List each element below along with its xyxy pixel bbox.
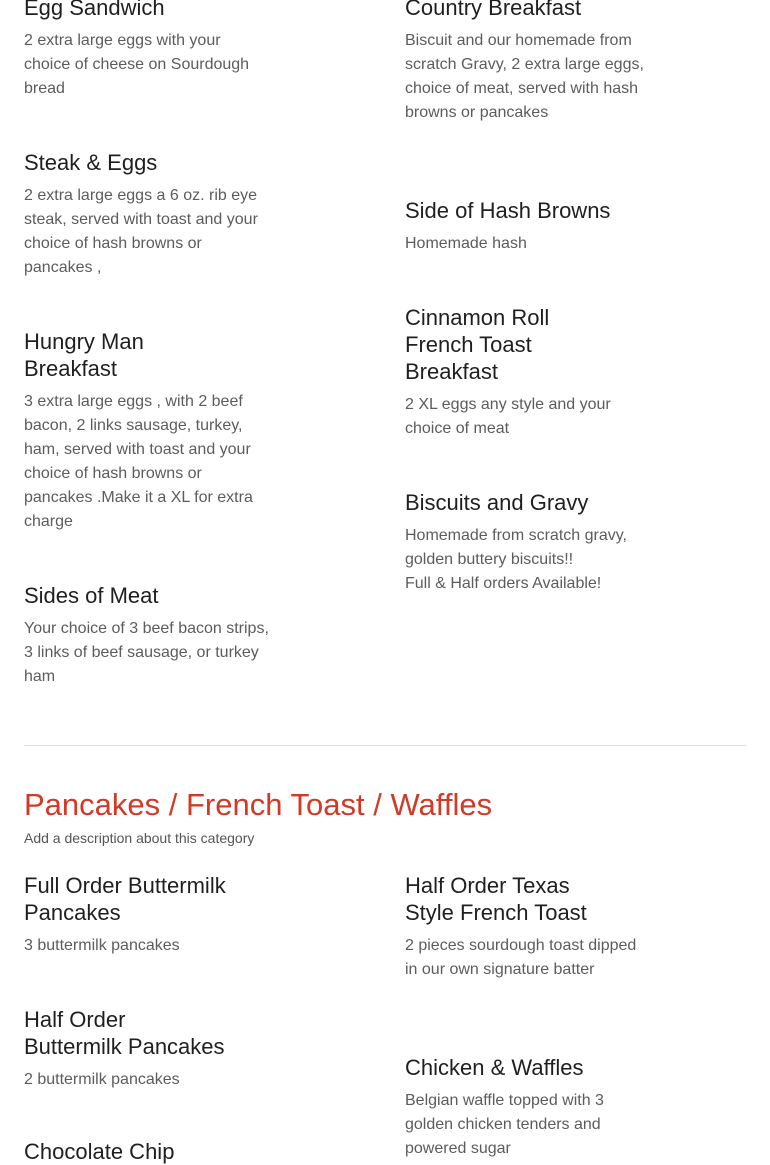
menu-item-description: Your choice of 3 beef bacon strips, 3 links of beef sausage, or turkey ham	[24, 620, 269, 685]
menu-item-name: Side of Hash Browns	[405, 198, 611, 223]
menu-item-hungry-man-breakfast	[24, 328, 269, 534]
menu-item-name: Egg Sandwich	[24, 0, 165, 20]
menu-item-country-breakfast	[405, 0, 650, 125]
menu-item-steak-eggs	[24, 149, 269, 280]
menu-item-half-order-buttermilk-pancakes	[24, 1006, 269, 1092]
category-description: Add a description about this category	[24, 830, 255, 846]
menu-item-name: Biscuits and Gravy	[405, 490, 589, 515]
menu-item-cinnamon-roll-french-toast	[405, 304, 650, 441]
category-title: Pancakes / French Toast / Waffles	[24, 787, 493, 822]
section-divider	[24, 745, 746, 746]
menu-item-side-of-hash-browns	[405, 197, 650, 256]
menu-item-name: Half Order Buttermilk Pancakes	[24, 1007, 225, 1059]
menu-item-egg-sandwich	[24, 0, 269, 101]
menu-item-description: 3 extra large eggs , with 2 beef bacon, 2 links sausage, turkey, ham, served with toast and your choice of hash browns or pancakes .Make it a XL for extra charge	[24, 393, 253, 530]
menu-item-name: Cinnamon Roll French Toast Breakfast	[405, 305, 550, 384]
menu-item-description: 2 extra large eggs with your choice of cheese on Sourdough bread	[24, 32, 250, 97]
menu-item-description: 2 pieces sourdough toast dipped in our own signature batter	[405, 937, 637, 978]
menu-item-description: Homemade hash	[405, 235, 527, 252]
menu-item-description: 2 XL eggs any style and your choice of meat	[405, 396, 611, 437]
menu-item-name: Hungry Man Breakfast	[24, 329, 144, 381]
menu-item-description: Homemade from scratch gravy, golden buttery biscuits!! Full & Half orders Available!	[405, 527, 627, 592]
menu-item-full-order-buttermilk-pancakes	[24, 872, 269, 958]
menu-item-biscuits-and-gravy	[405, 489, 650, 596]
menu-item-name: Steak & Eggs	[24, 150, 158, 175]
menu-item-half-order-texas-french-toast	[405, 872, 650, 982]
menu-item-chicken-and-waffles	[405, 1054, 650, 1161]
menu-item-name: Half Order Texas Style French Toast	[405, 873, 587, 925]
menu-item-description: 3 buttermilk pancakes	[24, 937, 180, 954]
menu-item-description: 2 buttermilk pancakes	[24, 1071, 180, 1088]
menu-item-name: Chocolate Chip	[24, 1139, 175, 1164]
menu-item-name: Full Order Buttermilk Pancakes	[24, 873, 226, 925]
menu-item-description: 2 extra large eggs a 6 oz. rib eye steak, served with toast and your choice of hash browns or pancakes ,	[24, 187, 258, 276]
menu-item-name: Country Breakfast	[405, 0, 582, 20]
menu-item-description: Biscuit and our homemade from scratch Gravy, 2 extra large eggs, choice of meat, served with hash browns or pancakes	[405, 32, 644, 121]
menu-item-name: Chicken & Waffles	[405, 1055, 584, 1080]
menu-item-name: Sides of Meat	[24, 583, 159, 608]
menu-item-description: Belgian waffle topped with 3 golden chicken tenders and powered sugar	[405, 1092, 604, 1157]
menu-item-chocolate-chip	[24, 1138, 269, 1165]
menu-item-sides-of-meat	[24, 582, 269, 689]
